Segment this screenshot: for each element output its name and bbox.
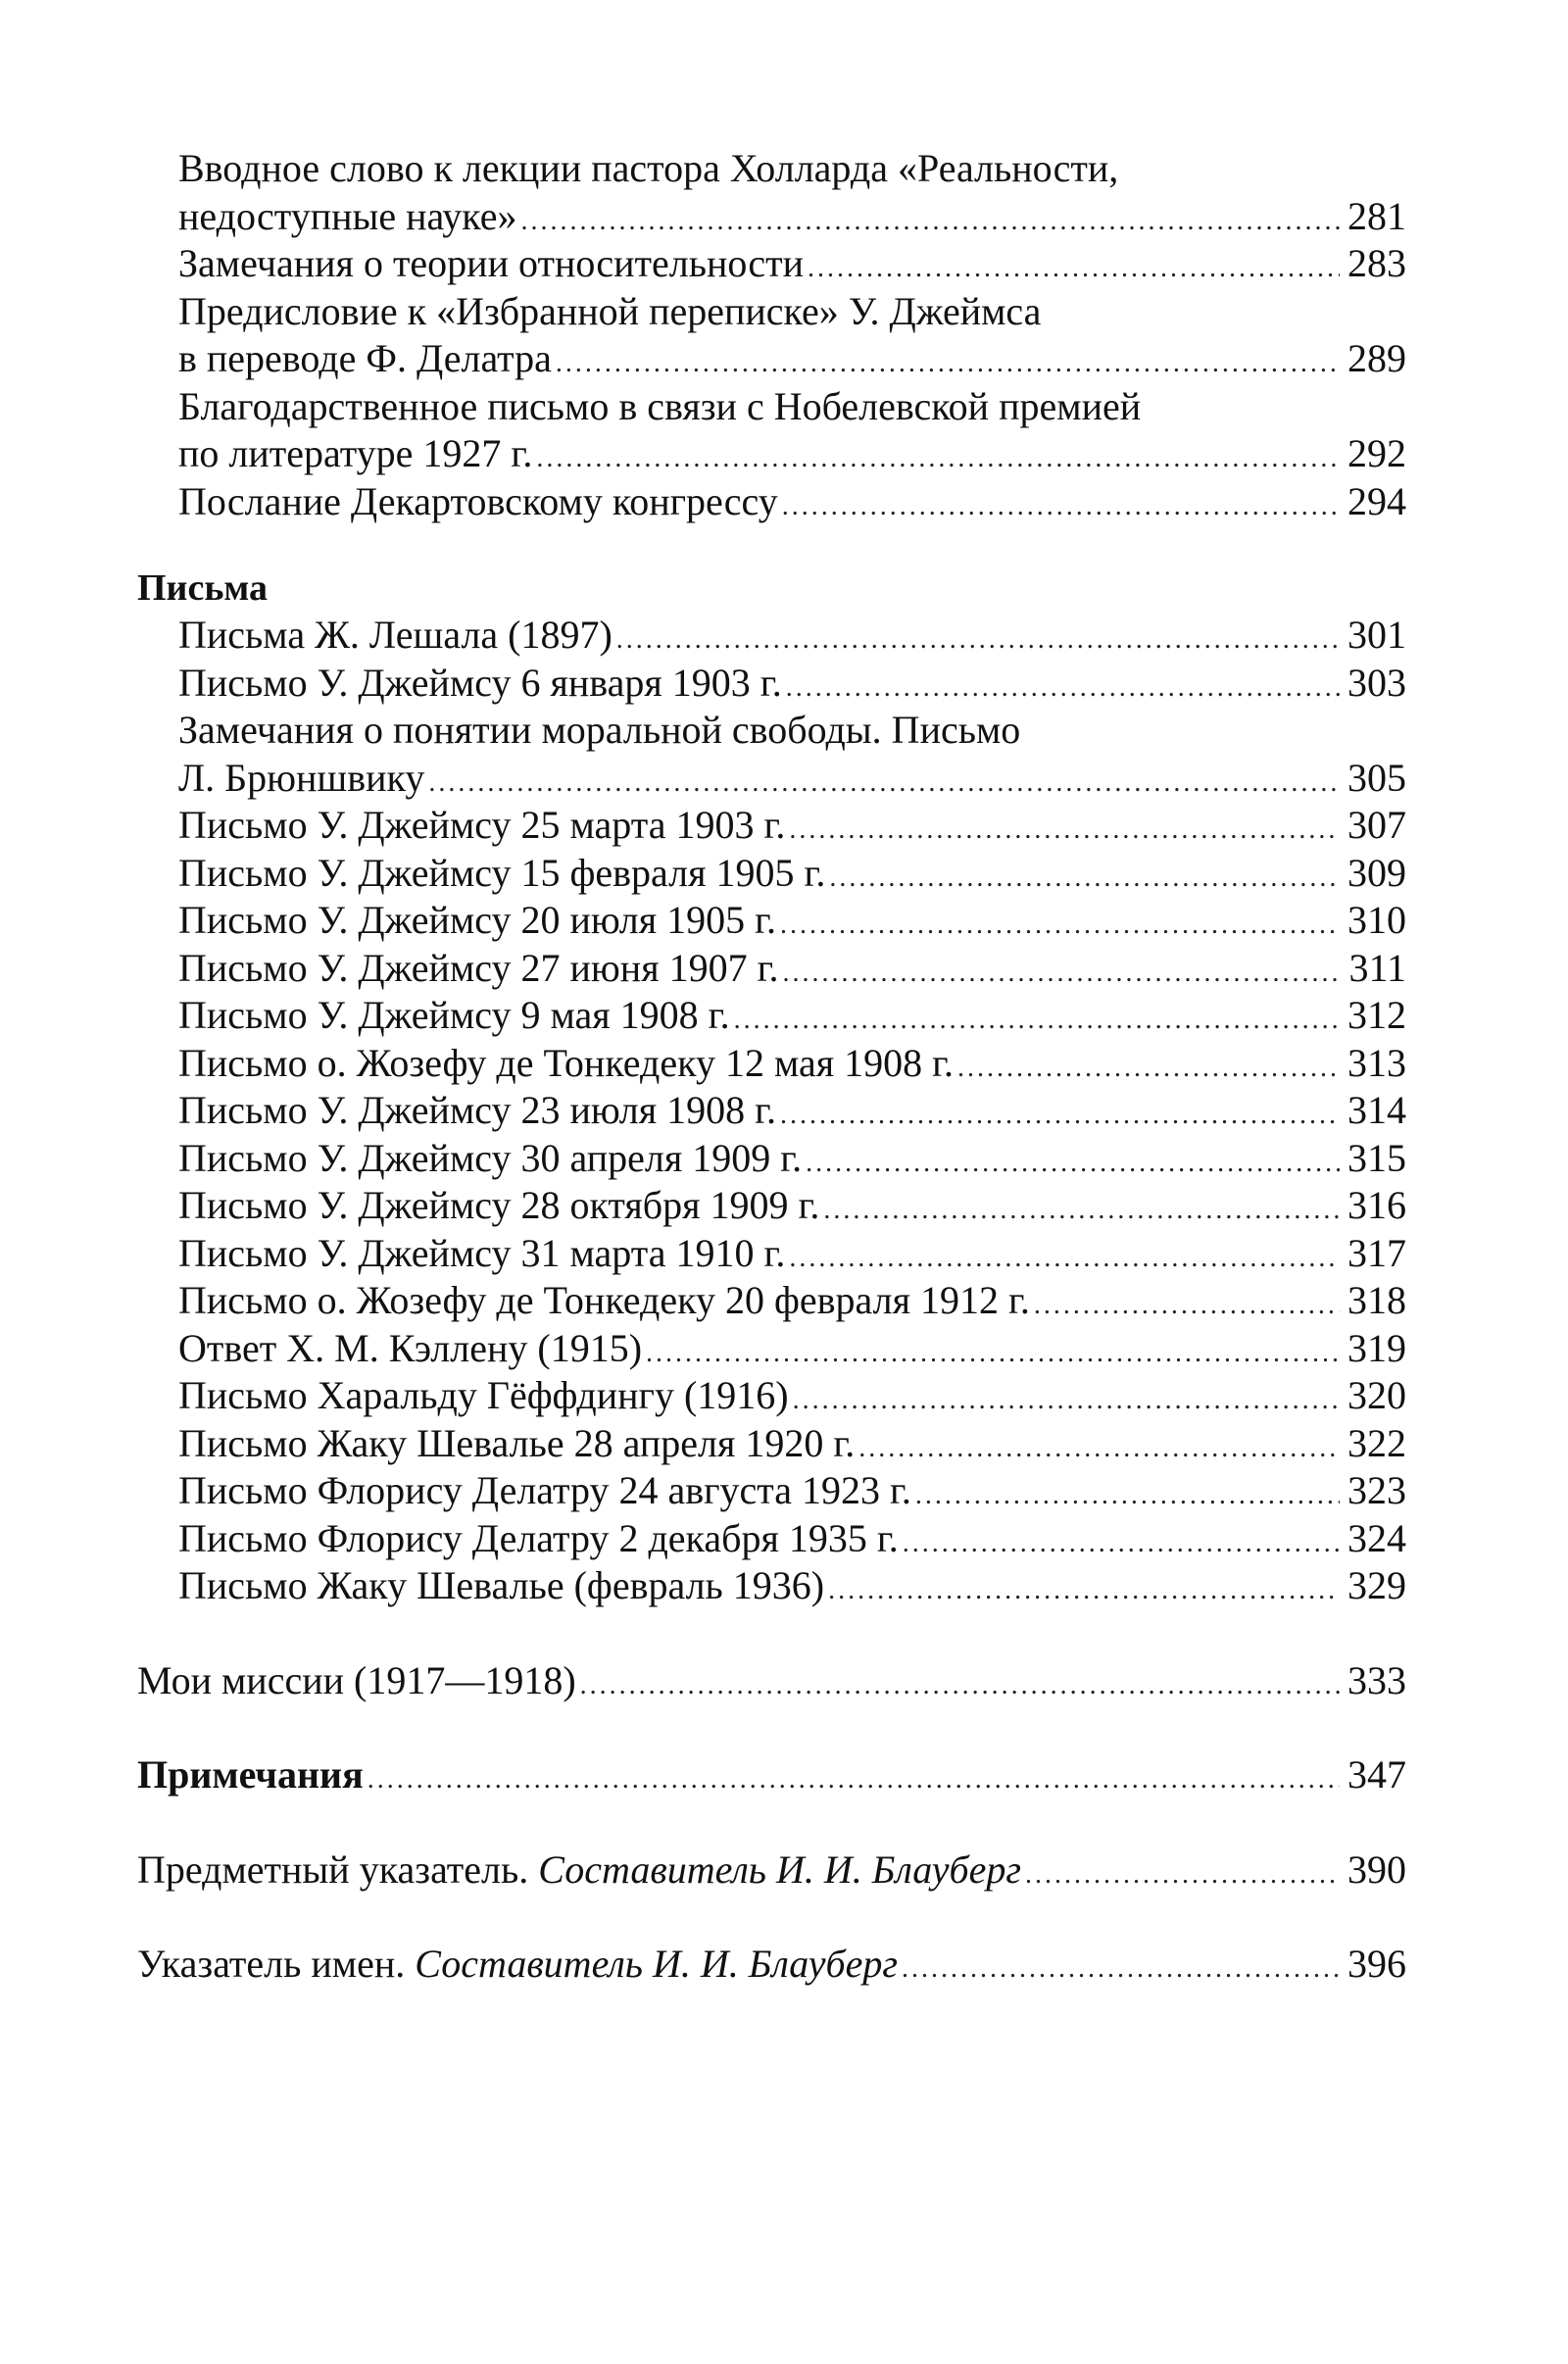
toc-entry-title: Письмо У. Джеймсу 9 мая 1908 г. — [178, 993, 730, 1037]
toc-entry[interactable] — [178, 1515, 1406, 1563]
toc-page-number: 324 — [1348, 1515, 1406, 1560]
toc-entry[interactable] — [178, 850, 1406, 898]
toc-page-number: 347 — [1348, 1752, 1406, 1797]
toc-entry-title: Письмо У. Джеймсу 28 октября 1909 г. — [178, 1183, 820, 1227]
toc-entry-title-line: Вводное слово к лекции пастора Холларда «Реальности, — [178, 146, 1119, 190]
toc-entry[interactable] — [178, 992, 1406, 1040]
toc-page-number: 329 — [1348, 1563, 1406, 1607]
toc-page-number: 283 — [1348, 241, 1406, 285]
toc-entry-name-index[interactable] — [137, 1941, 1406, 1989]
dot-leader — [829, 864, 1340, 892]
index-compiler: Составитель И. И. Блауберг — [538, 1847, 1021, 1892]
toc-entry-title: Письмо о. Жозефу де Тонкедеку 20 февраля 1912 г. — [178, 1278, 1030, 1322]
dot-leader — [536, 445, 1340, 472]
toc-page-number: 320 — [1348, 1373, 1406, 1417]
dot-leader — [556, 350, 1340, 377]
toc-page-number: 309 — [1348, 850, 1406, 895]
toc-entry-missions[interactable] — [137, 1657, 1406, 1705]
toc-entry-title: Послание Декартовскому конгрессу — [178, 478, 778, 523]
toc-entry-title: Письмо У. Джеймсу 30 апреля 1909 г. — [178, 1135, 803, 1180]
toc-entry[interactable] — [178, 1182, 1406, 1230]
toc-entry[interactable] — [178, 802, 1406, 850]
toc-entry-title-line: Замечания о понятии моральной свободы. Письмо — [178, 708, 1021, 752]
dot-leader — [786, 674, 1340, 702]
dot-leader — [957, 1055, 1340, 1082]
dot-leader — [793, 1387, 1340, 1414]
toc-page-number: 305 — [1348, 755, 1406, 800]
toc-entry[interactable] — [178, 1040, 1406, 1088]
toc-page-number: 294 — [1348, 478, 1406, 523]
toc-page-number: 323 — [1348, 1468, 1406, 1512]
toc-entry-subject-index[interactable] — [137, 1847, 1406, 1895]
dot-leader — [368, 1766, 1340, 1794]
toc-entry[interactable] — [178, 383, 1406, 478]
toc-entry[interactable] — [178, 1087, 1406, 1135]
dot-leader — [646, 1340, 1340, 1367]
dot-leader — [903, 1530, 1340, 1557]
toc-entry[interactable] — [178, 478, 1406, 526]
dot-leader — [782, 493, 1340, 520]
dot-leader — [616, 626, 1340, 654]
dot-leader — [902, 1955, 1340, 1983]
toc-entry[interactable] — [178, 1467, 1406, 1515]
toc-page-number: 396 — [1348, 1942, 1406, 1986]
toc-entry[interactable] — [178, 1325, 1406, 1373]
dot-leader — [789, 1245, 1340, 1272]
toc-entry-title: Письмо У. Джеймсу 31 марта 1910 г. — [178, 1230, 786, 1275]
index-title: Указатель имен. — [137, 1942, 416, 1986]
toc-entry[interactable] — [178, 660, 1406, 708]
toc-entry-title: Письмо У. Джеймсу 20 июля 1905 г. — [178, 898, 777, 942]
dot-leader — [858, 1435, 1340, 1462]
toc-entry-title: Письмо Жаку Шевалье 28 апреля 1920 г. — [178, 1420, 856, 1465]
toc-entry-title: Примечания — [137, 1752, 364, 1797]
toc-entry-title: Письмо У. Джеймсу 23 июля 1908 г. — [178, 1088, 777, 1132]
toc-entry[interactable] — [178, 1372, 1406, 1420]
toc-page-number: 311 — [1348, 945, 1406, 990]
toc-page-number: 313 — [1348, 1040, 1406, 1085]
toc-entry-title: Письмо У. Джеймсу 27 июня 1907 г. — [178, 945, 779, 990]
toc-entry-title: Ответ Х. М. Кэллену (1915) — [178, 1325, 643, 1370]
toc-page-number: 390 — [1348, 1847, 1406, 1892]
toc-page-number: 319 — [1348, 1325, 1406, 1370]
toc-entry[interactable] — [178, 1277, 1406, 1325]
dot-leader — [780, 1102, 1340, 1129]
toc-entry-title: Письмо Жаку Шевалье (февраль 1936) — [178, 1563, 825, 1607]
toc-entry-title: Письма Ж. Лешала (1897) — [178, 613, 612, 657]
dot-leader — [580, 1672, 1340, 1699]
toc-page-number: 322 — [1348, 1420, 1406, 1465]
index-title: Предметный указатель. — [137, 1847, 539, 1892]
toc-entry-title — [137, 1847, 1021, 1895]
toc-entry-title: Письмо о. Жозефу де Тонкедеку 12 мая 1908 г. — [178, 1040, 955, 1085]
toc-letter-entries — [0, 612, 1568, 1610]
toc-entry-title — [137, 1941, 898, 1989]
toc-entry-title: Письмо У. Джеймсу 6 января 1903 г. — [178, 660, 782, 705]
dot-leader — [789, 816, 1340, 844]
toc-page-number: 316 — [1348, 1183, 1406, 1227]
toc-entry[interactable] — [178, 1230, 1406, 1278]
toc-entry-title: Письмо Флорису Делатру 24 августа 1923 г. — [178, 1468, 911, 1512]
toc-page-number: 281 — [1348, 193, 1406, 238]
index-compiler: Составитель И. И. Блауберг — [415, 1942, 898, 1986]
table-of-contents — [0, 145, 1568, 1989]
dot-leader — [780, 911, 1340, 939]
toc-entry-title: недоступные науке» — [178, 193, 517, 238]
toc-entry[interactable] — [178, 1135, 1406, 1183]
toc-entry[interactable] — [178, 945, 1406, 993]
toc-entry[interactable] — [178, 612, 1406, 660]
toc-page-number: 307 — [1348, 803, 1406, 847]
toc-entry-title: Письмо У. Джеймсу 15 февраля 1905 г. — [178, 850, 826, 895]
toc-page-number: 318 — [1348, 1278, 1406, 1322]
toc-page-number: 315 — [1348, 1135, 1406, 1180]
toc-entry-title: Л. Брюншвику — [178, 755, 425, 800]
toc-entry[interactable] — [178, 288, 1406, 383]
toc-entry-notes[interactable] — [137, 1751, 1406, 1799]
toc-entry-title: Мои миссии (1917—1918) — [137, 1657, 576, 1702]
toc-entry-title-line: Благодарственное письмо в связи с Нобелевской премией — [178, 383, 1142, 428]
dot-leader — [428, 769, 1340, 797]
dot-leader — [823, 1197, 1340, 1224]
toc-page-number: 301 — [1348, 613, 1406, 657]
toc-page-number: 289 — [1348, 336, 1406, 380]
toc-page-number: 333 — [1348, 1657, 1406, 1702]
toc-top-entries — [0, 145, 1568, 525]
dot-leader — [808, 255, 1340, 282]
toc-entry-title: в переводе Ф. Делатра — [178, 336, 552, 380]
toc-entry[interactable] — [178, 897, 1406, 945]
dot-leader — [1025, 1861, 1340, 1889]
toc-entry-title: Письмо У. Джеймсу 25 марта 1903 г. — [178, 803, 786, 847]
toc-page-number: 292 — [1348, 431, 1406, 475]
dot-leader — [828, 1577, 1340, 1604]
toc-entry[interactable] — [178, 240, 1406, 288]
toc-page-number: 314 — [1348, 1088, 1406, 1132]
toc-entry[interactable] — [178, 707, 1406, 802]
toc-page-number: 303 — [1348, 660, 1406, 705]
dot-leader — [1034, 1292, 1340, 1319]
dot-leader — [782, 960, 1340, 987]
toc-page-number: 310 — [1348, 898, 1406, 942]
dot-leader — [520, 208, 1340, 235]
toc-page-number: 312 — [1348, 993, 1406, 1037]
dot-leader — [734, 1007, 1340, 1034]
section-heading-letters: Письма — [137, 567, 269, 609]
toc-entry-title: Письмо Харальду Гёффдингу (1916) — [178, 1373, 789, 1417]
toc-entry-title: по литературе 1927 г. — [178, 431, 533, 475]
toc-entry-title-line: Предисловие к «Избранной переписке» У. Джеймса — [178, 288, 1042, 333]
toc-entry[interactable] — [178, 1420, 1406, 1468]
toc-entry-title: Письмо Флорису Делатру 2 декабря 1935 г. — [178, 1515, 899, 1560]
toc-entry-title: Замечания о теории относительности — [178, 241, 804, 285]
dot-leader — [915, 1482, 1340, 1509]
toc-page-number: 317 — [1348, 1230, 1406, 1275]
dot-leader — [806, 1150, 1340, 1177]
toc-entry[interactable] — [178, 1562, 1406, 1610]
toc-entry[interactable] — [178, 145, 1406, 240]
